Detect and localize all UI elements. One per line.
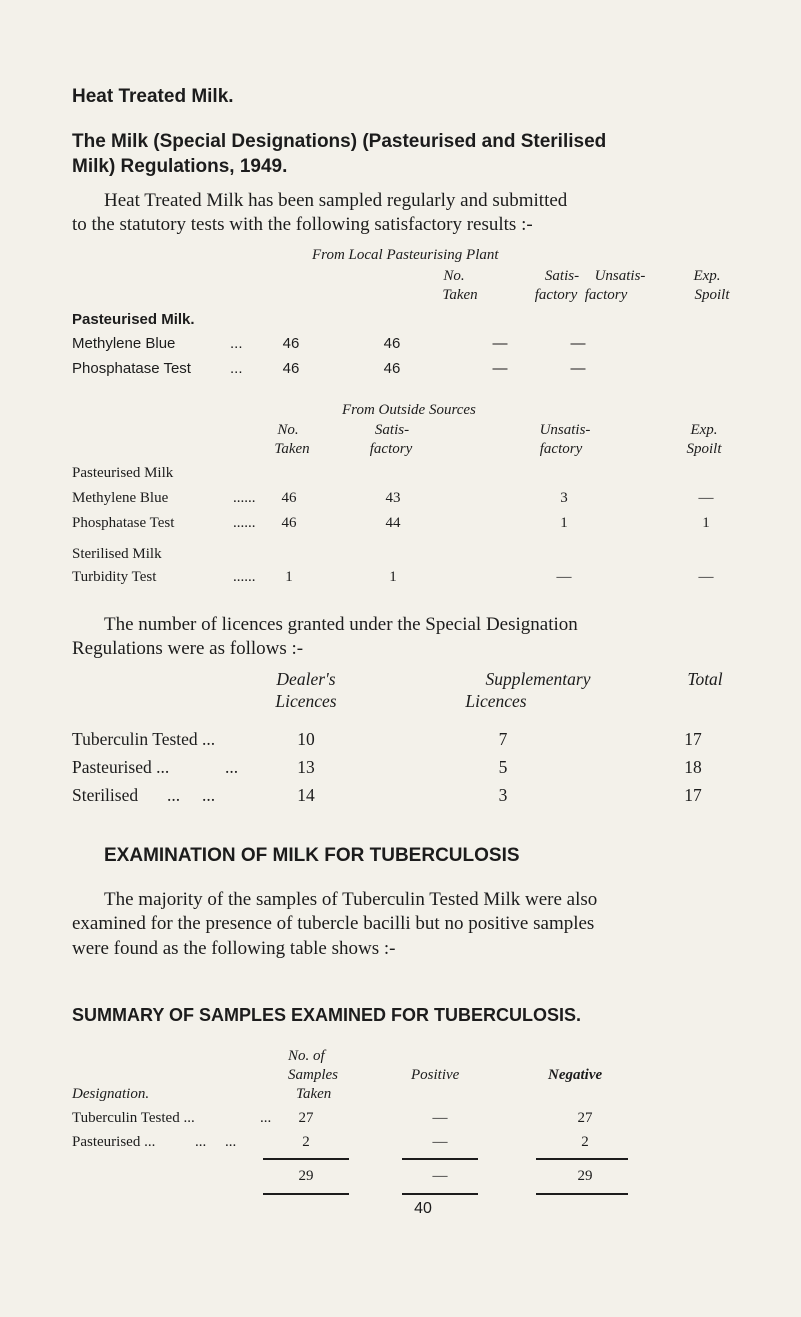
value-supplementary: 7 xyxy=(498,729,508,749)
value-total: 18 xyxy=(684,757,702,777)
col-unsatis-1: Unsatis- xyxy=(539,422,591,438)
page-number: 40 xyxy=(414,1200,432,1217)
value-unsatis: — xyxy=(492,335,508,352)
tb-para-line3: were found as the following table shows :- xyxy=(72,938,396,959)
tb-para-line2: examined for the presence of tubercle bacilli but no positive samples xyxy=(72,913,595,934)
col-samples-1: No. of xyxy=(288,1048,325,1064)
col-satis-2: factory xyxy=(369,441,413,457)
value-positive: — xyxy=(432,1134,448,1150)
col-samples-3: Taken xyxy=(296,1086,332,1102)
value-negative: 27 xyxy=(577,1110,593,1126)
value-satis: 44 xyxy=(385,515,401,531)
value-unsatis: — xyxy=(492,360,508,377)
value-satis: 46 xyxy=(383,360,401,377)
page-heading: Heat Treated Milk. xyxy=(72,86,234,107)
value-exp-spoilt: — xyxy=(698,490,714,506)
regulation-title-line1: The Milk (Special Designations) (Pasteurised and Sterilised xyxy=(72,131,607,152)
col-exp-1: Exp. xyxy=(693,268,721,284)
value-no-taken: 1 xyxy=(285,569,293,585)
total-negative: 29 xyxy=(577,1168,593,1184)
col-designation: Designation. xyxy=(72,1086,150,1102)
row-label: Turbidity Test xyxy=(72,569,157,585)
summary-heading: SUMMARY OF SAMPLES EXAMINED FOR TUBERCULOSIS. xyxy=(72,1005,582,1025)
row-label: Phosphatase Test xyxy=(72,360,191,377)
value-total: 17 xyxy=(684,729,702,749)
bottom-rule-samples xyxy=(263,1193,349,1195)
col-unsatis-1: Unsatis- xyxy=(594,268,646,284)
col-no-taken-1: No. xyxy=(443,268,465,284)
value-total: 17 xyxy=(684,785,702,805)
value-dealers: 14 xyxy=(297,785,315,805)
row-dots: ...... xyxy=(233,515,256,531)
col-samples-2: Samples xyxy=(288,1067,338,1083)
total-rule-positive xyxy=(402,1158,478,1160)
outside-section2-label: Sterilised Milk xyxy=(72,546,162,562)
value-exp-spoilt: 1 xyxy=(702,515,710,531)
col-satis-2: factory xyxy=(534,287,578,303)
value-unsatis: 1 xyxy=(560,515,568,531)
value-dealers: 10 xyxy=(297,729,315,749)
bottom-rule-positive xyxy=(402,1193,478,1195)
col-no-taken-2: Taken xyxy=(442,287,478,303)
row-label: Phosphatase Test xyxy=(72,515,175,531)
col-no-taken-1: No. xyxy=(277,422,299,438)
row-dots: ... ... xyxy=(195,1134,237,1150)
row-dots: ... xyxy=(225,757,239,777)
row-label: Tuberculin Tested ... xyxy=(72,1110,195,1126)
value-unsatis: — xyxy=(556,569,572,585)
col-unsatis-2: factory xyxy=(539,441,583,457)
row-label: Methylene Blue xyxy=(72,490,169,506)
value-dealers: 13 xyxy=(297,757,315,777)
value-exp-spoilt: — xyxy=(570,335,586,352)
value-negative: 2 xyxy=(581,1134,589,1150)
value-no-taken: 46 xyxy=(282,360,300,377)
col-unsatis-2: factory xyxy=(584,287,628,303)
row-dots: ...... xyxy=(233,490,256,506)
value-no-taken: 46 xyxy=(282,335,300,352)
value-samples: 27 xyxy=(298,1110,314,1126)
value-exp-spoilt: — xyxy=(570,360,586,377)
row-dots: ...... xyxy=(233,569,256,585)
row-dots: ... xyxy=(230,335,243,352)
total-positive: — xyxy=(432,1168,448,1184)
row-label: Pasteurised ... xyxy=(72,757,170,777)
col-dealers-2: Licences xyxy=(275,691,337,711)
row-dots: ... ... xyxy=(167,785,216,805)
row-label: Pasteurised ... xyxy=(72,1134,156,1150)
regulation-title-line2: Milk) Regulations, 1949. xyxy=(72,156,288,177)
outside-caption: From Outside Sources xyxy=(342,402,476,418)
row-label: Methylene Blue xyxy=(72,335,176,352)
row-dots: ... xyxy=(260,1110,272,1126)
value-satis: 46 xyxy=(383,335,401,352)
col-exp-2: Spoilt xyxy=(694,287,730,303)
col-exp-2: Spoilt xyxy=(686,441,722,457)
col-satis-1: Satis- xyxy=(374,422,410,438)
value-positive: — xyxy=(432,1110,448,1126)
value-exp-spoilt: — xyxy=(698,569,714,585)
value-supplementary: 3 xyxy=(498,785,508,805)
row-label: Sterilised xyxy=(72,785,139,805)
tb-para-line1: The majority of the samples of Tuberculin Tested Milk were also xyxy=(104,889,598,910)
value-supplementary: 5 xyxy=(498,757,508,777)
col-exp-1: Exp. xyxy=(690,422,718,438)
col-supplementary-1: Supplementary xyxy=(485,669,591,689)
outside-section1-label: Pasteurised Milk xyxy=(72,465,174,481)
col-negative: Negative xyxy=(548,1067,603,1083)
value-unsatis: 3 xyxy=(560,490,568,506)
local-section-label: Pasteurised Milk. xyxy=(72,311,195,328)
licences-intro-line2: Regulations were as follows :- xyxy=(72,638,304,659)
row-dots: ... xyxy=(230,360,243,377)
value-no-taken: 46 xyxy=(281,490,297,506)
licences-intro-line1: The number of licences granted under the Special Designation xyxy=(104,614,578,635)
total-samples: 29 xyxy=(298,1168,314,1184)
total-rule-negative xyxy=(536,1158,628,1160)
total-rule-samples xyxy=(263,1158,349,1160)
col-supplementary-2: Licences xyxy=(465,691,527,711)
value-satis: 43 xyxy=(385,490,401,506)
value-satis: 1 xyxy=(389,569,397,585)
intro-line2: to the statutory tests with the following satisfactory results :- xyxy=(72,214,533,235)
col-total: Total xyxy=(687,669,723,689)
intro-line1: Heat Treated Milk has been sampled regularly and submitted xyxy=(104,190,568,211)
col-satis-1: Satis- xyxy=(544,268,580,284)
col-no-taken-2: Taken xyxy=(274,441,310,457)
col-dealers-1: Dealer's xyxy=(276,669,336,689)
value-no-taken: 46 xyxy=(281,515,297,531)
col-positive: Positive xyxy=(411,1067,460,1083)
tb-heading: EXAMINATION OF MILK FOR TUBERCULOSIS xyxy=(104,845,520,866)
row-label: Tuberculin Tested ... xyxy=(72,729,216,749)
bottom-rule-negative xyxy=(536,1193,628,1195)
value-samples: 2 xyxy=(302,1134,310,1150)
local-plant-caption: From Local Pasteurising Plant xyxy=(312,247,499,263)
